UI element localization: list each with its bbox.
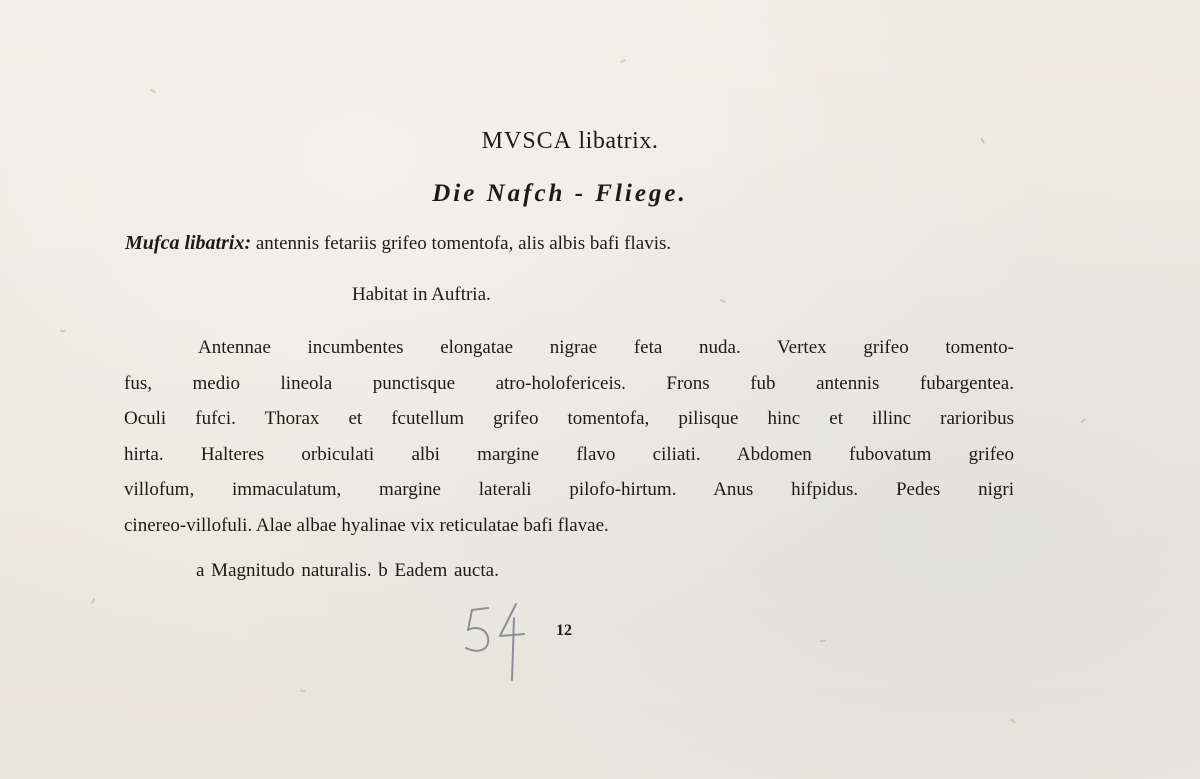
paper-fleck — [300, 689, 306, 692]
diagnosis-name: Mufca libatrix: — [125, 232, 252, 254]
figure-caption: a Magnitudo naturalis. b Eadem aucta. — [196, 560, 499, 581]
description-line: cinereo-villofuli. Alae albae hyalinae vix reticulatae bafi flavae. — [124, 514, 609, 536]
page-title — [0, 128, 1140, 155]
german-name: Die Nafch - Fliege. — [432, 180, 688, 207]
paper-fleck — [620, 59, 626, 62]
description-line: hirta. Halteres orbiculati albi margine flavo ciliati. Abdomen fubovatum grifeo — [124, 443, 1014, 465]
description-line: villofum, immaculatum, margine laterali pilofo-hirtum. Anus hifpidus. Pedes nigri — [124, 479, 1014, 501]
species-diagnosis — [125, 232, 1025, 255]
signature-mark: 12 — [556, 622, 572, 639]
diagnosis-text: antennis fetariis grifeo tomentofa, alis albis bafi flavis. — [255, 233, 672, 254]
paper-fleck — [1010, 718, 1015, 723]
paper-fleck — [150, 89, 156, 93]
paper-fleck — [720, 299, 726, 303]
title-species: libatrix. — [578, 128, 659, 154]
paper-fleck — [1080, 418, 1086, 423]
description-line: Antennae incumbentes elongatae nigrae feta nuda. Vertex grifeo tomento- — [198, 337, 1014, 358]
paper-fleck — [60, 329, 66, 332]
habitat-line: Habitat in Auftria. — [352, 284, 491, 305]
paper-fleck — [91, 598, 95, 604]
title-genus: MVSCA — [481, 128, 573, 154]
description-line: fus, medio lineola punctisque atro-holofericeis. Frons fub antennis fubargentea. — [124, 372, 1014, 394]
handwritten-pencil-note — [458, 596, 538, 686]
description-paragraph — [124, 330, 1014, 544]
paper-fleck — [820, 639, 826, 642]
description-line: Oculi fufci. Thorax et fcutellum grifeo tomentofa, pilisque hinc et illinc rarioribus — [124, 408, 1014, 430]
